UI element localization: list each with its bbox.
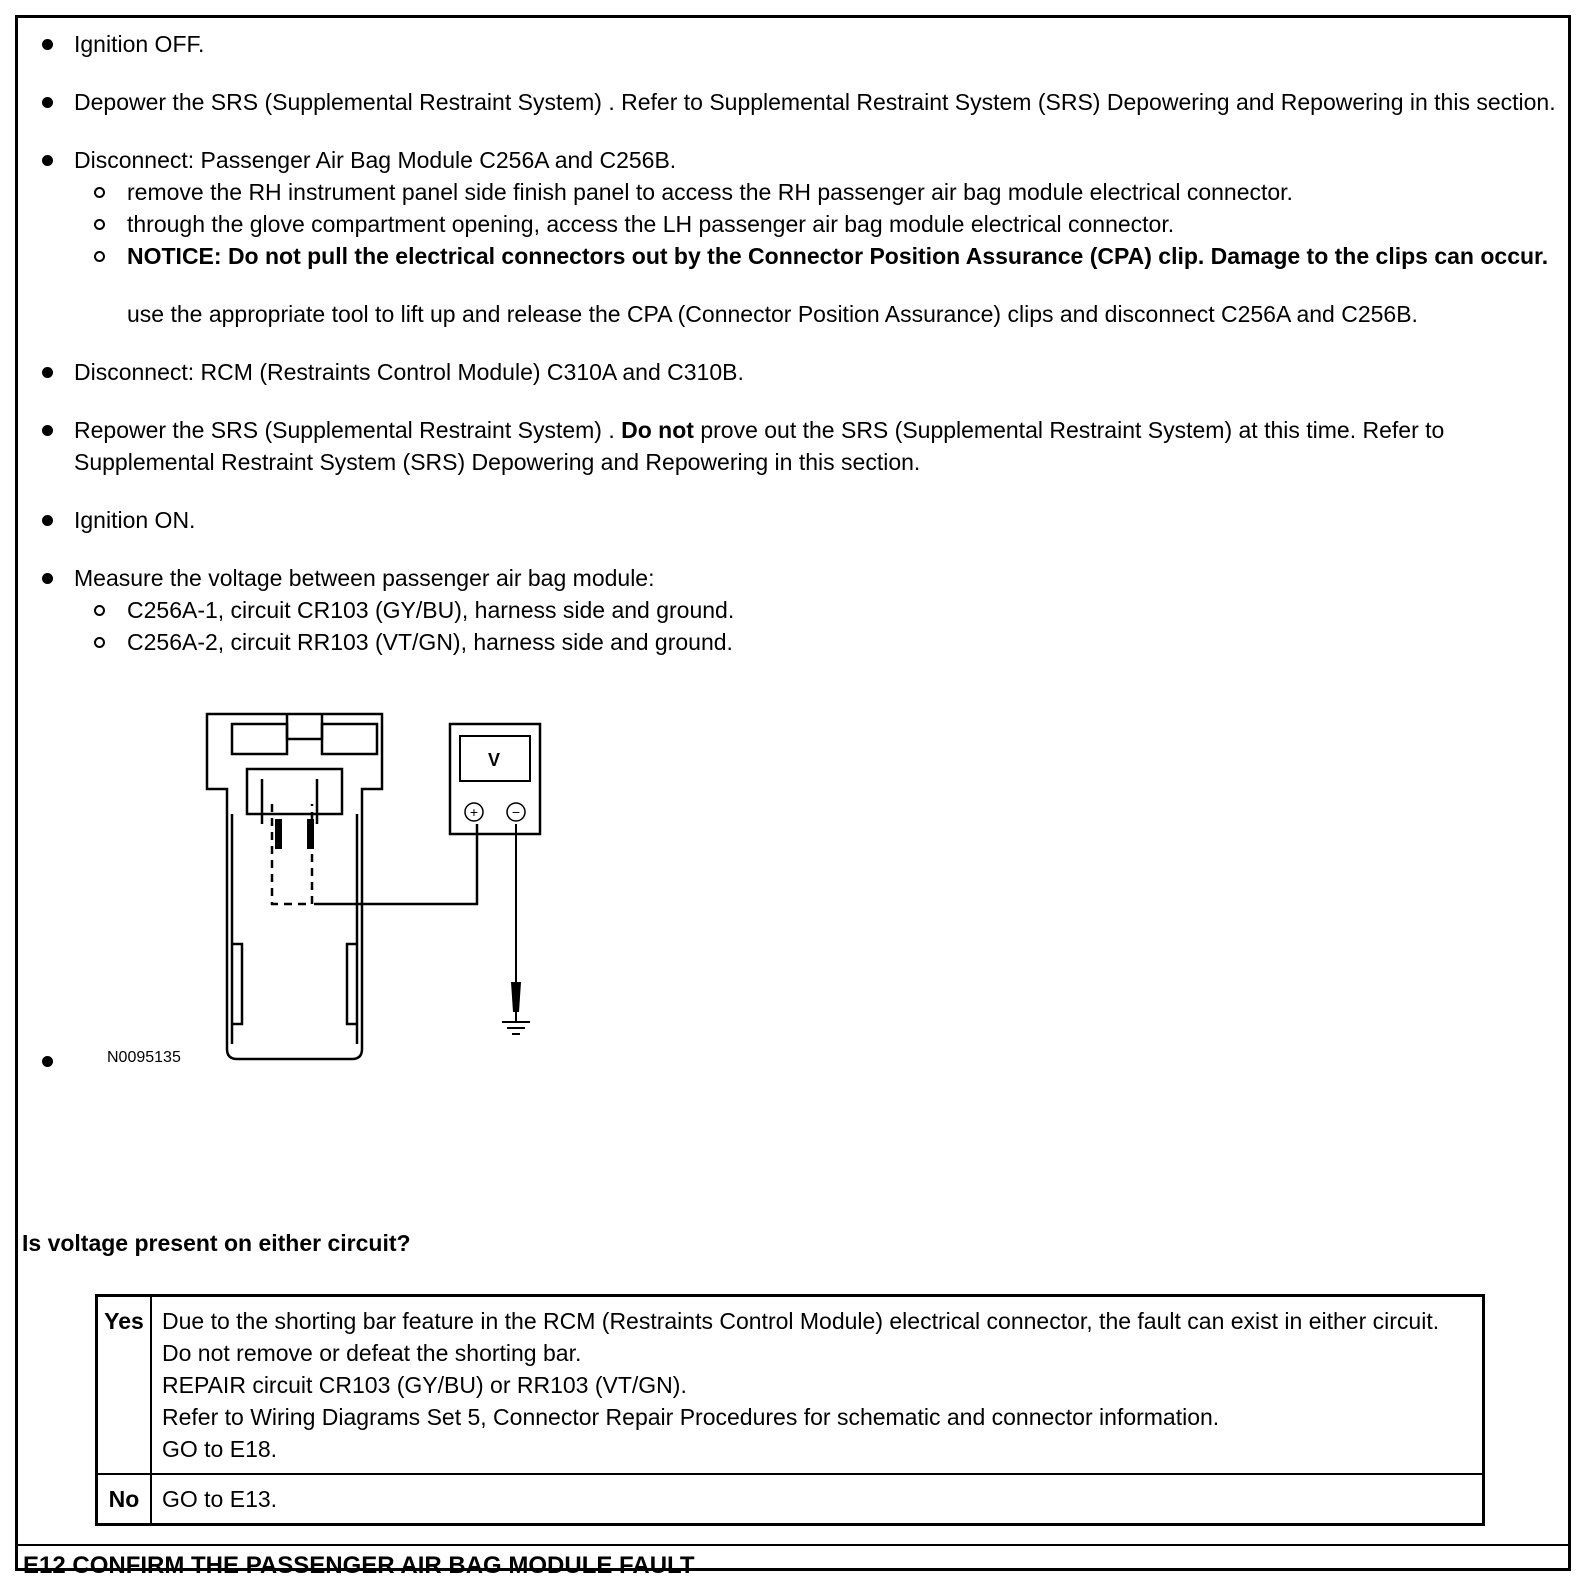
answer-text-no: GO to E13. (151, 1474, 1484, 1525)
figure-id: N0095135 (107, 1049, 181, 1066)
voltmeter-diagram (82, 694, 602, 1074)
step-text-bold: Do not (621, 417, 694, 443)
meter-label: V (487, 750, 501, 770)
substep-text: C256A-2, circuit RR103 (VT/GN), harness side and ground. (127, 629, 733, 655)
yes-line: Refer to Wiring Diagrams Set 5, Connector Repair Procedures for schematic and connector information. (162, 1404, 1220, 1430)
step-measure (22, 562, 1562, 658)
step-ignition-off (22, 28, 1562, 60)
step-text: Disconnect: Passenger Air Bag Module C256A and C256B. (74, 147, 677, 173)
step-text: Disconnect: RCM (Restraints Control Module) C310A and C310B. (74, 359, 744, 385)
step-ignition-on (22, 504, 1562, 536)
step-text: Depower the SRS (Supplemental Restraint System) . Refer to Supplemental Restraint System (SRS) Depowering and Repowering in this section. (74, 89, 1556, 115)
step-text: prove out the SRS (Supplemental Restraint System) at this time. Refer to Supplemental Restraint System (SRS) Depowering and Repowering in this section. (74, 417, 1445, 475)
next-step-title: E12 CONFIRM THE PASSENGER AIR BAG MODULE FAULT (23, 1552, 695, 1579)
substep-rh (22, 176, 1562, 208)
answer-row-no (97, 1474, 1484, 1525)
minus-terminal-label: − (511, 804, 521, 820)
yes-line: REPAIR circuit CR103 (GY/BU) or RR103 (VT/GN). (162, 1372, 687, 1398)
substep-text: C256A-1, circuit CR103 (GY/BU), harness side and ground. (127, 597, 735, 623)
figure-bullet (42, 1056, 53, 1067)
substep-c256a-2 (22, 626, 1562, 658)
substep-cpa (22, 240, 1562, 330)
answer-key-yes: Yes (97, 1296, 152, 1475)
section-footer (15, 1544, 1571, 1588)
step-repower (22, 414, 1562, 478)
voltmeter (450, 724, 540, 834)
plus-terminal-label: + (469, 804, 479, 820)
answer-text-yes (151, 1296, 1484, 1475)
step-text: Repower the SRS (Supplemental Restraint System) . (74, 417, 622, 443)
step-text: Ignition ON. (74, 507, 196, 533)
question-heading: Is voltage present on either circuit? (22, 1230, 411, 1256)
substep-text: remove the RH instrument panel side finish panel to access the RH passenger air bag module electrical connector. (127, 179, 1293, 205)
step-disconnect-rcm (22, 356, 1562, 388)
notice-text: NOTICE: Do not pull the electrical connectors out by the Connector Position Assurance (CPA) clip. Damage to the clips can occur. (127, 243, 1549, 269)
answer-row-yes (97, 1296, 1484, 1475)
answer-key-no: No (97, 1474, 152, 1525)
substep-lh (22, 208, 1562, 240)
step-text: Ignition OFF. (74, 31, 205, 57)
procedure-steps (22, 28, 1562, 1064)
step-disconnect-module (22, 144, 1562, 330)
substep-c256a-1 (22, 594, 1562, 626)
answer-table (95, 1294, 1485, 1526)
step-text: Measure the voltage between passenger air bag module: (74, 565, 655, 591)
yes-line: GO to E18. (162, 1436, 278, 1462)
figure-row (22, 694, 1562, 1064)
yes-line: Due to the shorting bar feature in the RCM (Restraints Control Module) electrical connector, the fault can exist in either circuit. Do not remove or defeat the shorting bar. (162, 1308, 1440, 1366)
substep-text: through the glove compartment opening, access the LH passenger air bag module electrical connector. (127, 211, 1175, 237)
substep-cpa-text: use the appropriate tool to lift up and release the CPA (Connector Position Assurance) clips and disconnect C256A and C256B. (127, 301, 1418, 327)
step-depower (22, 86, 1562, 118)
